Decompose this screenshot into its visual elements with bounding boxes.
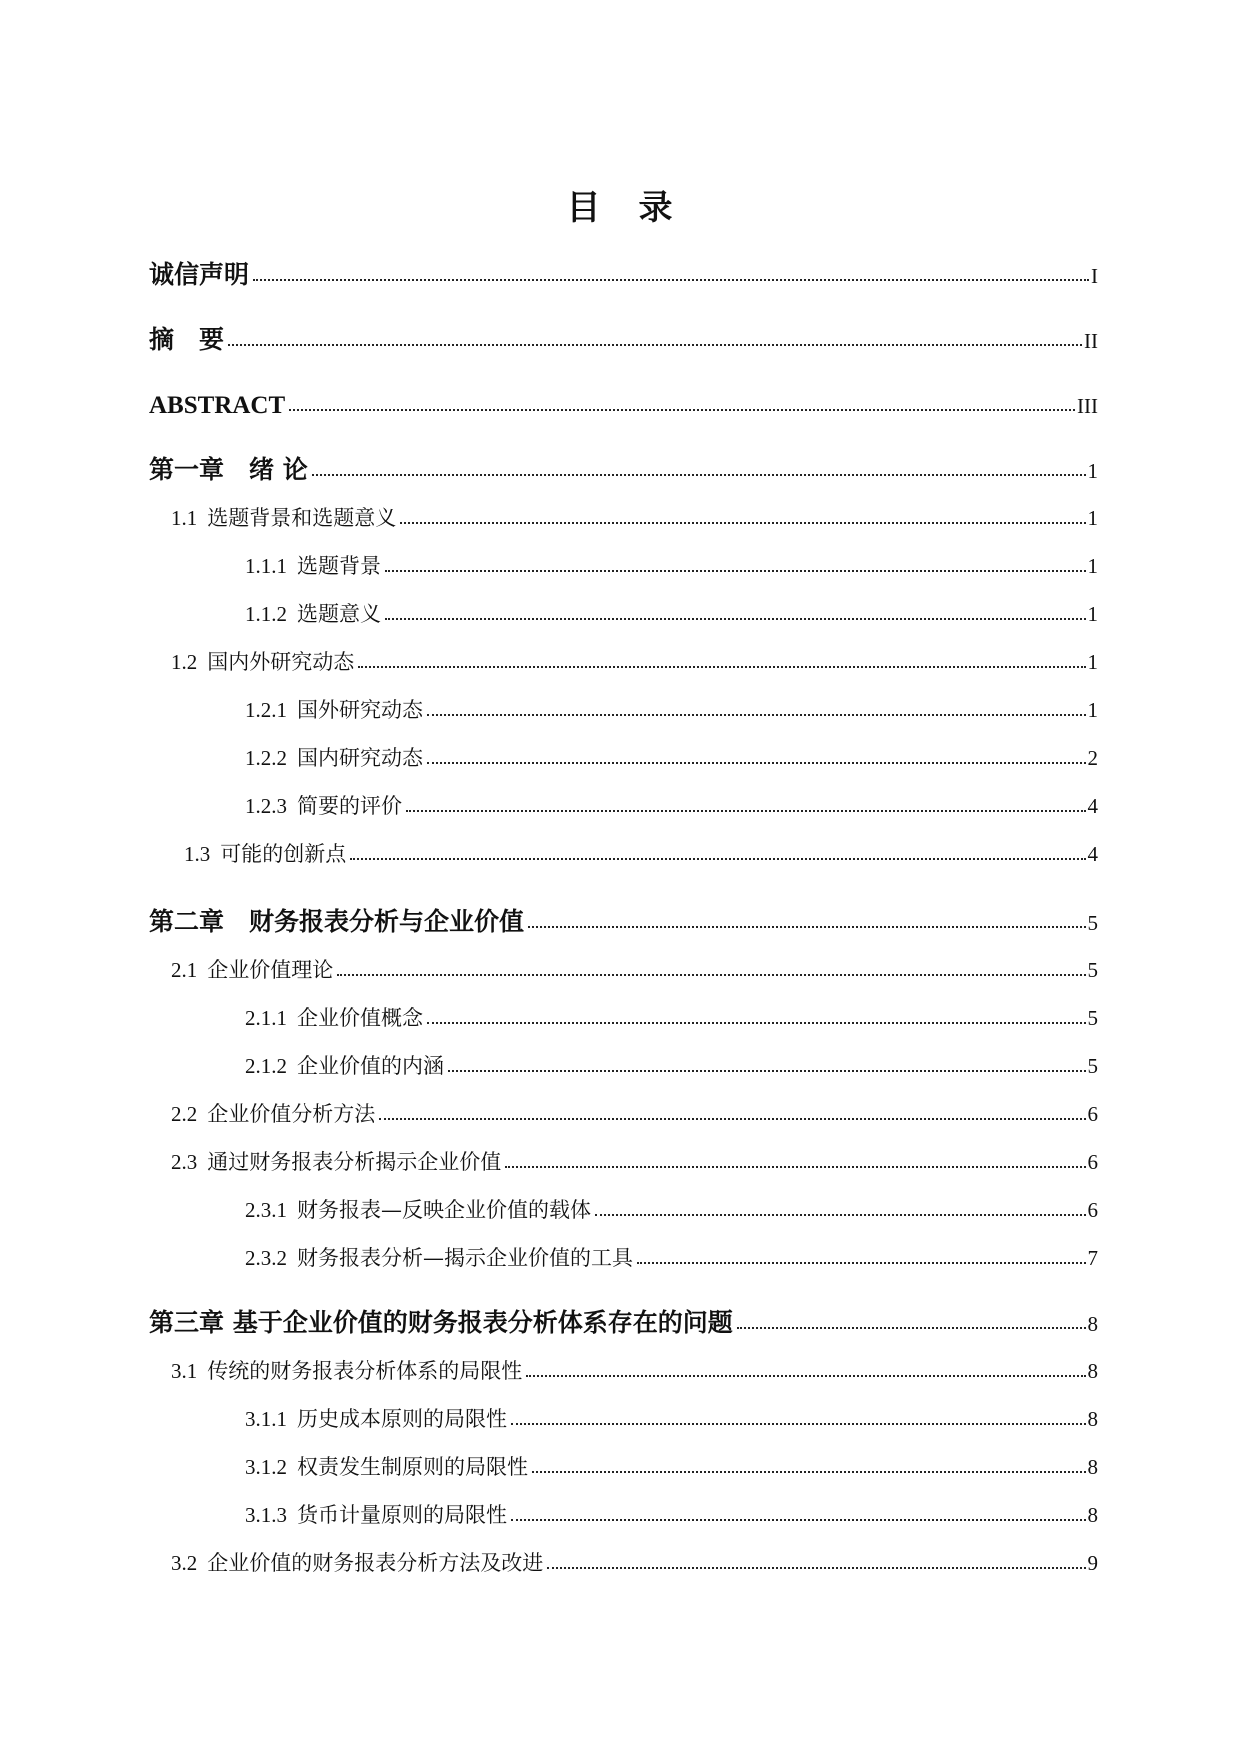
toc-entry-section-3-1-1[interactable] (245, 1405, 1098, 1433)
toc-page-number: 1 (1087, 650, 1098, 674)
toc-entry-label: 选题背景 (297, 554, 381, 578)
toc-entry-label: 简要的评价 (297, 794, 402, 818)
dot-leader (532, 1454, 1086, 1475)
toc-entry-label: ABSTRACT (149, 392, 286, 419)
toc-entry-section-2-3-1[interactable] (245, 1196, 1098, 1224)
toc-entry-chapter-3[interactable] (149, 1306, 1098, 1340)
dot-leader (358, 649, 1085, 670)
dot-leader (253, 259, 1089, 284)
toc-entry-label: 选题背景和选题意义 (207, 506, 397, 530)
toc-entry-section-1-2-1[interactable] (245, 696, 1098, 724)
toc-page-number: I (1091, 264, 1098, 288)
toc-page-number: III (1077, 394, 1098, 418)
toc-entry-integrity-statement[interactable] (149, 258, 1098, 292)
toc-entry-label: 企业价值概念 (297, 1006, 423, 1030)
toc-page-number: 8 (1087, 1312, 1098, 1336)
dot-leader (547, 1550, 1085, 1571)
toc-entry-abstract-en[interactable] (149, 388, 1098, 422)
toc-entry-label: 企业价值的财务报表分析方法及改进 (207, 1551, 544, 1575)
toc-entry-section-2-2[interactable] (171, 1100, 1098, 1128)
toc-entry-label: 选题意义 (297, 602, 381, 626)
toc-entry-number: 1.2.3 (245, 794, 287, 818)
toc-page-number: 9 (1087, 1551, 1098, 1575)
toc-entry-number: 3.1.3 (245, 1503, 287, 1527)
toc-page-number: 4 (1087, 794, 1098, 818)
toc-entry-section-1-2-2[interactable] (245, 744, 1098, 772)
toc-entry-section-3-1-3[interactable] (245, 1501, 1098, 1529)
toc-entry-label: 国外研究动态 (297, 698, 423, 722)
toc-entry-section-2-3[interactable] (171, 1148, 1098, 1176)
dot-leader (448, 1053, 1086, 1074)
toc-entry-chapter-1[interactable] (149, 453, 1098, 487)
toc-entry-label: 摘 要 (149, 325, 225, 354)
toc-entry-chapter-2[interactable] (149, 905, 1098, 939)
toc-entry-section-1-2[interactable] (171, 648, 1098, 676)
toc-page-number: 7 (1087, 1246, 1098, 1270)
toc-page-number: II (1084, 329, 1098, 353)
toc-entry-number: 1.1.1 (245, 554, 287, 578)
toc-entry-number: 3.1.1 (245, 1407, 287, 1431)
toc-entry-section-2-1-2[interactable] (245, 1052, 1098, 1080)
dot-leader (526, 1358, 1085, 1379)
dot-leader (406, 793, 1086, 814)
toc-entry-number: 2.1.2 (245, 1054, 287, 1078)
toc-page-number: 2 (1087, 746, 1098, 770)
dot-leader (400, 505, 1085, 526)
toc-entry-number: 1.2.1 (245, 698, 287, 722)
dot-leader (289, 389, 1075, 414)
toc-entry-number: 1.2 (171, 650, 198, 674)
toc-entry-label: 第一章 绪 论 (149, 455, 308, 484)
toc-page-number: 6 (1087, 1150, 1098, 1174)
toc-page-number: 5 (1087, 958, 1098, 982)
toc-entry-section-1-1[interactable] (171, 504, 1098, 532)
toc-entry-number: 2.2 (171, 1102, 198, 1126)
toc-entry-number: 2.1.1 (245, 1006, 287, 1030)
toc-entry-number: 1.1.2 (245, 602, 287, 626)
dot-leader (595, 1197, 1086, 1218)
toc-entry-section-2-1[interactable] (171, 956, 1098, 984)
toc-entry-label: 企业价值的内涵 (297, 1054, 444, 1078)
dot-leader (737, 1307, 1086, 1332)
dot-leader (427, 1005, 1086, 1026)
toc-entry-number: 3.1.2 (245, 1455, 287, 1479)
page-title: 目 录 (566, 188, 675, 228)
toc-entry-section-1-1-2[interactable] (245, 600, 1098, 628)
toc-entry-abstract-cn[interactable] (149, 323, 1098, 357)
toc-entry-section-3-1[interactable] (171, 1357, 1098, 1385)
toc-entry-number: 2.3.1 (245, 1198, 287, 1222)
toc-entry-label: 通过财务报表分析揭示企业价值 (207, 1150, 502, 1174)
toc-entry-label: 企业价值理论 (207, 958, 334, 982)
dot-leader (385, 553, 1086, 574)
toc-page-number: 5 (1087, 911, 1098, 935)
toc-entry-label: 货币计量原则的局限性 (297, 1503, 507, 1527)
toc-entry-label: 财务报表—反映企业价值的载体 (297, 1198, 591, 1222)
toc-entry-label: 企业价值分析方法 (207, 1102, 376, 1126)
toc-page-number: 8 (1087, 1407, 1098, 1431)
toc-entry-label: 国内外研究动态 (207, 650, 355, 674)
toc-entry-section-1-2-3[interactable] (245, 792, 1098, 820)
toc-entry-label: 传统的财务报表分析体系的局限性 (207, 1359, 523, 1383)
toc-entry-number: 2.3 (171, 1150, 198, 1174)
toc-entry-number: 2.3.2 (245, 1246, 287, 1270)
toc-entry-section-1-1-1[interactable] (245, 552, 1098, 580)
toc-entry-section-1-3[interactable] (184, 840, 1098, 868)
toc-entry-number: 2.1 (171, 958, 198, 982)
dot-leader (528, 906, 1085, 931)
toc-page-number: 1 (1087, 602, 1098, 626)
dot-leader (637, 1245, 1086, 1266)
toc-entry-section-2-1-1[interactable] (245, 1004, 1098, 1032)
toc-entry-section-2-3-2[interactable] (245, 1244, 1098, 1272)
toc-page-number: 5 (1087, 1006, 1098, 1030)
toc-page-number: 8 (1087, 1455, 1098, 1479)
dot-leader (511, 1502, 1086, 1523)
dot-leader (505, 1149, 1085, 1170)
toc-entry-label: 财务报表分析—揭示企业价值的工具 (297, 1246, 633, 1270)
dot-leader (228, 324, 1082, 349)
dot-leader (337, 957, 1085, 978)
toc-entry-label: 权责发生制原则的局限性 (297, 1455, 528, 1479)
dot-leader (312, 454, 1086, 479)
dot-leader (511, 1406, 1086, 1427)
toc-page-number: 6 (1087, 1102, 1098, 1126)
toc-entry-section-3-1-2[interactable] (245, 1453, 1098, 1481)
toc-page-number: 8 (1087, 1359, 1098, 1383)
dot-leader (427, 697, 1086, 718)
toc-entry-label: 第二章 财务报表分析与企业价值 (149, 907, 525, 936)
toc-page-number: 4 (1087, 842, 1098, 866)
toc-page-number: 1 (1087, 459, 1098, 483)
toc-entry-number: 3.2 (171, 1551, 198, 1575)
toc-page-number: 6 (1087, 1198, 1098, 1222)
toc-entry-number: 1.3 (184, 842, 211, 866)
toc-page-number: 8 (1087, 1503, 1098, 1527)
toc-page-number: 1 (1087, 506, 1098, 530)
toc-entry-number: 1.2.2 (245, 746, 287, 770)
toc-entry-number: 3.1 (171, 1359, 198, 1383)
dot-leader (379, 1101, 1085, 1122)
toc-page-number: 1 (1087, 554, 1098, 578)
toc-page-number: 5 (1087, 1054, 1098, 1078)
toc-entry-label: 诚信声明 (149, 260, 250, 289)
toc-entry-number: 1.1 (171, 506, 198, 530)
toc-entry-label: 国内研究动态 (297, 746, 423, 770)
toc-page-number: 1 (1087, 698, 1098, 722)
toc-entry-section-3-2[interactable] (171, 1549, 1098, 1577)
toc-entry-label: 可能的创新点 (220, 842, 347, 866)
dot-leader (350, 841, 1085, 862)
dot-leader (385, 601, 1086, 622)
dot-leader (427, 745, 1086, 766)
toc-entry-label: 历史成本原则的局限性 (297, 1407, 507, 1431)
toc-entry-label: 第三章 基于企业价值的财务报表分析体系存在的问题 (149, 1308, 733, 1337)
